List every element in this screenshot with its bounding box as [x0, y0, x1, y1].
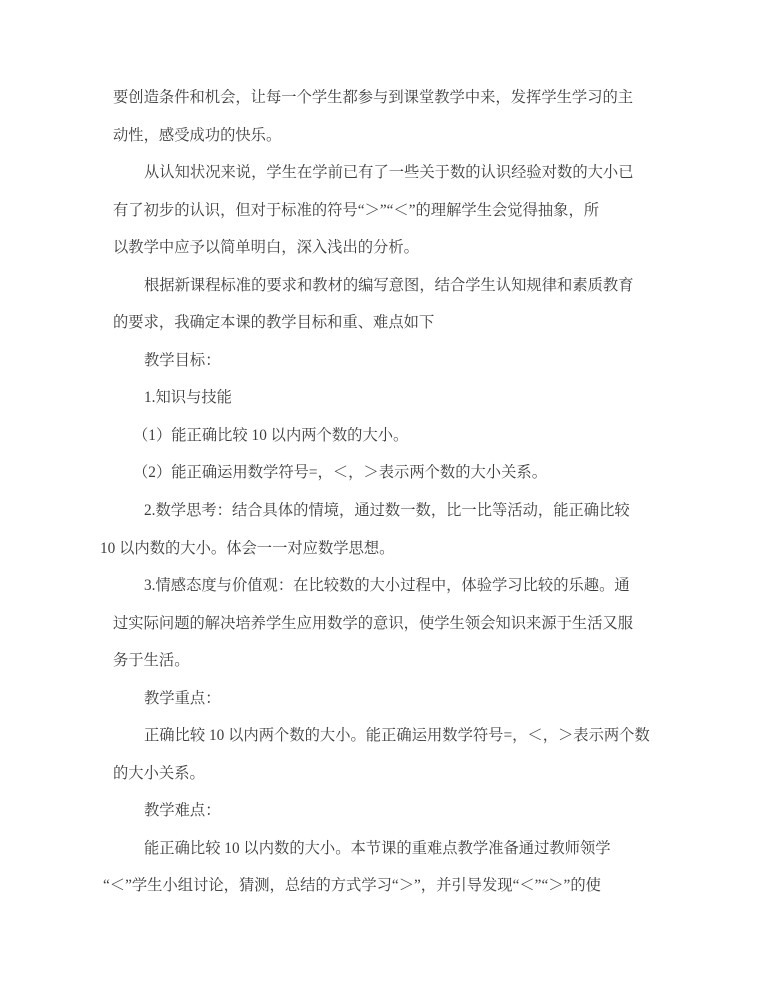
text-line: 从认知状况来说，学生在学前已有了一些关于数的认识经验对数的大小已: [144, 164, 634, 182]
text-line: 务于生活。: [113, 652, 190, 670]
text-line: （1）能正确比较 10 以内两个数的大小。: [133, 426, 409, 444]
text-line: 以教学中应予以简单明白，深入浅出的分析。: [113, 239, 419, 257]
text-line: 根据新课程标准的要求和教材的编写意图，结合学生认知规律和素质教育: [144, 276, 634, 294]
text-line: 教学重点：: [144, 689, 221, 707]
text-line: 1.知识与技能: [144, 389, 232, 407]
text-line: 10 以内数的大小。体会一一对应数学思想。: [100, 539, 395, 557]
text-line: 过实际问题的解决培养学生应用数学的意识，使学生领会知识来源于生活又服: [113, 614, 634, 632]
text-line: 教学目标：: [144, 351, 221, 369]
text-line: 3.情感态度与价值观：在比较数的大小过程中，体验学习比较的乐趣。通: [144, 577, 630, 595]
text-line: 的要求，我确定本课的教学目标和重、难点如下: [113, 314, 435, 332]
text-line: 2.数学思考：结合具体的情境，通过数一数，比一比等活动，能正确比较: [144, 502, 630, 520]
text-line: 动性，感受成功的快乐。: [113, 126, 282, 144]
text-line: 的大小关系。: [113, 764, 205, 782]
document-text-block: [100, 79, 700, 905]
text-line: 教学难点：: [144, 802, 221, 820]
text-line: 要创造条件和机会，让每一个学生都参与到课堂教学中来，发挥学生学习的主: [113, 89, 634, 106]
text-line: （2）能正确运用数学符号=，＜，＞表示两个数的大小关系。: [133, 464, 547, 482]
text-line: 正确比较 10 以内两个数的大小。能正确运用数学符号=，＜，＞表示两个数: [144, 727, 650, 745]
text-line: 能正确比较 10 以内数的大小。本节课的重难点教学准备通过教师领学: [144, 839, 611, 857]
text-line: 有了初步的认识，但对于标准的符号“＞”“＜”的理解学生会觉得抽象，所: [113, 201, 600, 219]
text-line: “＜”学生小组讨论，猜测，总结的方式学习“＞”，并引导发现“＜”“＞”的使: [103, 877, 601, 895]
